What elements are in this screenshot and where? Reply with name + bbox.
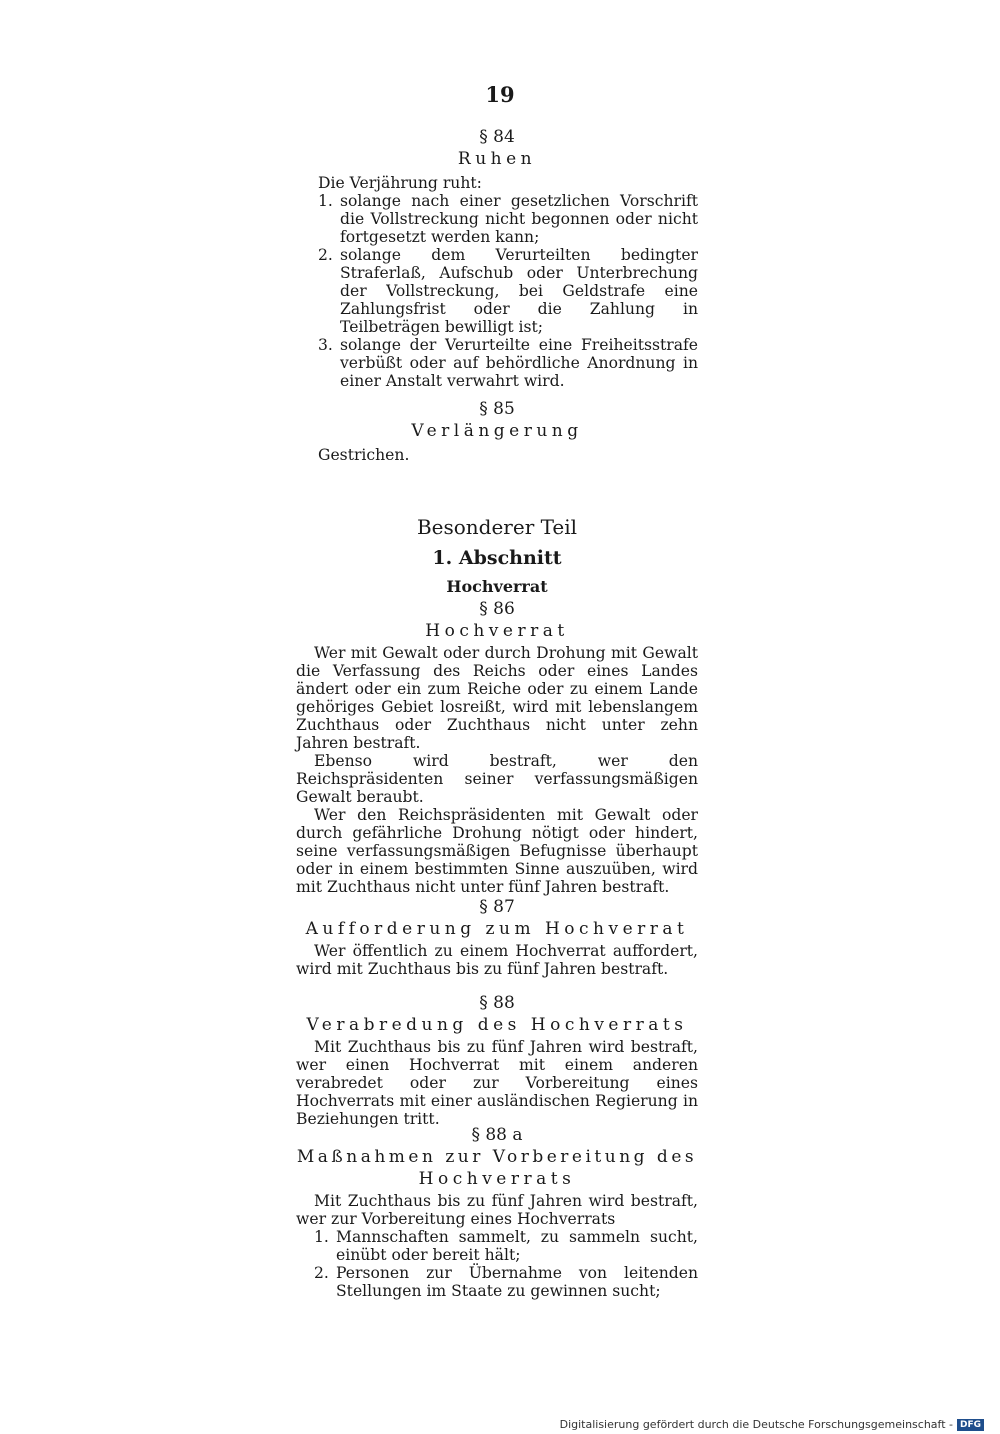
paragraph: Wer öffentlich zu einem Hochverrat auffordert, wird mit Zuchthaus bis zu fünf Jahren bestraft. [296,942,698,978]
item-text: solange dem Verurteilten bedingter Straferlaß, Aufschub oder Unterbrechung der Vollstreckung, bei Geldstrafe eine Zahlungsfrist oder die Zahlung in Teilbeträgen bewilligt ist; [340,246,698,336]
digitization-footer [560,1418,984,1431]
section-number: § 87 [479,897,515,917]
item-number: 2. [314,1264,329,1282]
footer-text: Digitalisierung gefördert durch die Deutsche Forschungsgemeinschaft - [559,1418,953,1431]
paragraph: Wer den Reichspräsidenten mit Gewalt oder durch gefährliche Drohung nötigt oder hindert, seine verfassungsmäßigen Befugnisse überhaupt oder in einem bestimmten Sinne auszuüben, wird mit Zuchthaus nicht unter fünf Jahren bestraft. [296,806,698,896]
part-title: Besonderer Teil [416,515,578,539]
abschnitt-title: 1. Abschnitt [432,547,562,569]
abschnitt-subtitle: Hochverrat [446,577,548,596]
item-list [314,1228,698,1300]
item-number: 2. [318,246,333,264]
section-heading: Verlängerung [411,421,583,441]
paragraph: Ebenso wird bestraft, wer den Reichspräsidenten seiner verfassungsmäßigen Gewalt beraubt. [296,752,698,806]
part-header [296,514,698,598]
paragraph: Wer mit Gewalt oder durch Drohung mit Gewalt die Verfassung des Reichs oder eines Landes ändert oder ein zum Reiche oder zu einem Lande gehöriges Gebiet losreißt, wird mit lebenslangem Zuchthaus oder Zuchthaus nicht unter zehn Jahren bestraft. [296,644,698,752]
item-list [318,192,698,390]
item-text: solange der Verurteilte eine Freiheitsstrafe verbüßt oder auf behördliche Anordnung in einer Anstalt verwahrt wird. [340,336,698,390]
section-text: Gestrichen. [318,446,410,464]
section-heading-line2: Hochverrats [418,1169,576,1189]
section-number: § 84 [479,127,515,147]
item-number: 3. [318,336,333,354]
paragraph: Mit Zuchthaus bis zu fünf Jahren wird bestraft, wer einen Hochverrat mit einem anderen verabredet oder zur Vorbereitung eines Hochverrats mit einer ausländischen Regierung in Beziehungen tritt. [296,1038,698,1128]
section-number: § 88 a [471,1125,523,1145]
item-text: Mannschaften sammelt, zu sammeln sucht, einübt oder bereit hält; [336,1228,698,1264]
section-heading: Hochverrat [425,621,569,641]
section-number: § 88 [479,993,515,1013]
section-88a [296,1124,698,1300]
list-item [314,1228,698,1264]
section-86 [296,598,698,896]
list-item [318,192,698,246]
list-item [318,246,698,336]
dfg-logo: DFG [957,1419,984,1431]
section-number: § 85 [479,399,515,419]
section-heading-line1: Maßnahmen zur Vorbereitung des [296,1147,698,1167]
paragraph: Mit Zuchthaus bis zu fünf Jahren wird bestraft, wer zur Vorbereitung eines Hochverrats [296,1192,698,1228]
section-84 [296,126,698,390]
section-heading: Aufforderung zum Hochverrat [305,919,689,939]
item-number: 1. [318,192,333,210]
item-text: solange nach einer gesetzlichen Vorschrift die Vollstreckung nicht begonnen oder nicht fortgesetzt werden kann; [340,192,698,246]
page-number: 19 [485,82,515,107]
section-85 [296,398,698,464]
section-heading: Ruhen [457,149,537,169]
section-number: § 86 [479,599,515,619]
section-heading: Verabredung des Hochverrats [306,1015,688,1035]
item-number: 1. [314,1228,329,1246]
list-item [314,1264,698,1300]
section-88 [296,992,698,1128]
item-text: Personen zur Übernahme von leitenden Stellungen im Staate zu gewinnen sucht; [336,1264,698,1300]
section-intro: Die Verjährung ruht: [318,174,482,192]
list-item [318,336,698,390]
section-87 [296,896,698,978]
